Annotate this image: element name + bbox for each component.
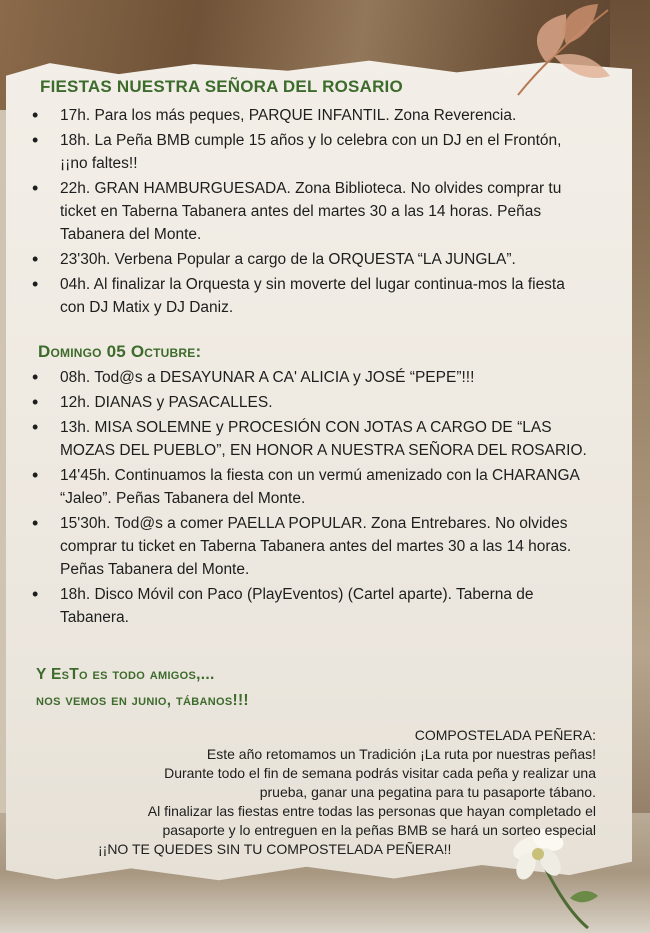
- list-item: • 08h. Tod@s a DESAYUNAR A CA' ALICIA y JOSÉ “PEPE”!!!: [24, 366, 589, 389]
- sunday-heading: Domingo 05 Octubre:: [38, 342, 202, 361]
- closing-line-2: nos vemos en junio, tábanos!!!: [36, 692, 249, 709]
- page-title: FIESTAS NUESTRA SEÑORA DEL ROSARIO: [40, 77, 403, 96]
- list-item: • 13h. MISA SOLEMNE y PROCESIÓN CON JOTAS A CARGO DE “LAS MOZAS DEL PUEBLO”, EN HONOR A NUESTRA SEÑORA DEL ROSARIO.: [24, 416, 589, 462]
- compostelada-line: prueba, ganar una pegatina para tu pasaporte tábano.: [259, 784, 596, 800]
- sunday-event-list: [24, 366, 589, 631]
- list-item: • 18h. La Peña BMB cumple 15 años y lo celebra con un DJ en el Frontón, ¡¡no faltes!!: [24, 129, 589, 175]
- compostelada-last-line: ¡¡NO TE QUEDES SIN TU COMPOSTELADA PEÑERA!!: [98, 841, 452, 857]
- list-item: • 22h. GRAN HAMBURGUESADA. Zona Biblioteca. No olvides comprar tu ticket en Taberna Tabanera antes del martes 30 a las 14 horas. Peñas Tabanera del Monte.: [24, 177, 589, 246]
- compostelada-line: Al finalizar las fiestas entre todas las personas que hayan completado el: [147, 803, 596, 819]
- compostelada-title: COMPOSTELADA PEÑERA:: [414, 727, 596, 743]
- list-item: • 12h. DIANAS y PASACALLES.: [24, 391, 589, 414]
- compostelada-line: Este año retomamos un Tradición ¡La ruta por nuestras peñas!: [206, 746, 596, 762]
- compostelada-section: [30, 726, 596, 859]
- compostelada-line: pasaporte y lo entreguen en la peñas BMB se hará un sorteo especial: [162, 822, 596, 838]
- list-item: • 14'45h. Continuamos la fiesta con un vermú amenizado con la CHARANGA “Jaleo”. Peñas Tabanera del Monte.: [24, 464, 589, 510]
- list-item: • 18h. Disco Móvil con Paco (PlayEventos) (Cartel aparte). Taberna de Tabanera.: [24, 583, 589, 629]
- list-item: • 04h. Al finalizar la Orquesta y sin moverte del lugar continua-mos la fiesta con DJ Matix y DJ Daniz.: [24, 273, 589, 319]
- list-item: • 15'30h. Tod@s a comer PAELLA POPULAR. Zona Entrebares. No olvides comprar tu ticket en Taberna Tabanera antes del martes 30 a las 14 horas. Peñas Tabanera del Monte.: [24, 512, 589, 581]
- saturday-event-list: [24, 104, 589, 321]
- closing-line-1: Y EsTo es todo amigos,...: [36, 666, 215, 683]
- list-item: • 17h. Para los más peques, PARQUE INFANTIL. Zona Reverencia.: [24, 104, 589, 127]
- compostelada-line: Durante todo el fin de semana podrás visitar cada peña y realizar una: [164, 765, 596, 781]
- list-item: • 23'30h. Verbena Popular a cargo de la ORQUESTA “LA JUNGLA”.: [24, 248, 589, 271]
